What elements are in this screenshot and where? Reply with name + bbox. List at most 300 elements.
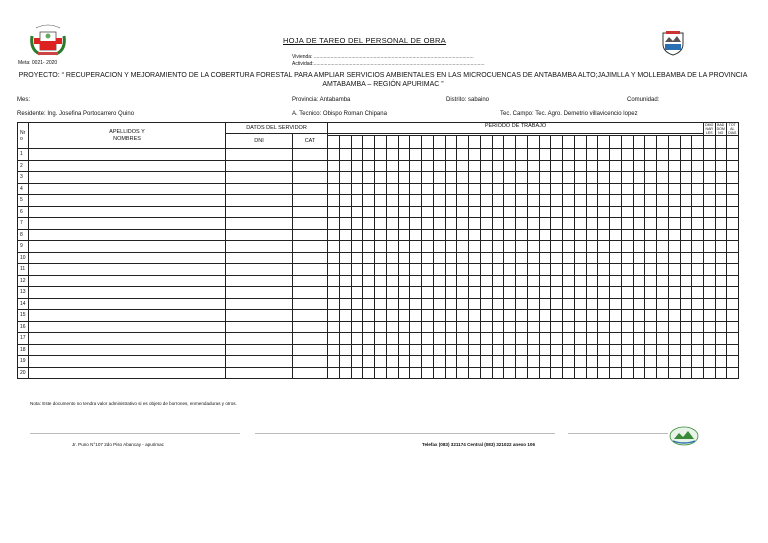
table-cell [621, 367, 633, 379]
footer-address: Jr. Puno N°107 2do Piso Abancay - apurimac [72, 442, 164, 447]
table-cell [551, 172, 563, 184]
table-cell [433, 344, 445, 356]
table-cell [410, 172, 422, 184]
table-cell [422, 252, 434, 264]
table-cell [610, 287, 622, 299]
table-cell [551, 310, 563, 322]
table-cell [727, 172, 739, 184]
distrito-label: Distrito: sabaino [446, 97, 490, 103]
table-cell [692, 298, 704, 310]
table-cell [621, 252, 633, 264]
table-cell [586, 229, 598, 241]
table-cell [328, 160, 340, 172]
table-cell [621, 229, 633, 241]
table-cell [633, 321, 645, 333]
table-cell [445, 229, 457, 241]
table-cell [445, 356, 457, 368]
table-cell [539, 160, 551, 172]
periodo-trabajo-text: PERIODO DE TRABAJO [484, 123, 547, 129]
table-cell [657, 241, 669, 253]
table-cell [422, 172, 434, 184]
table-cell [704, 333, 716, 345]
table-cell [516, 356, 528, 368]
table-cell [715, 149, 727, 161]
table-cell [433, 218, 445, 230]
table-cell [516, 218, 528, 230]
footnote: Nota: Este documento no tendra valor administrativo si es objeto de borrones, enmendaduras y otros. [30, 401, 237, 406]
table-cell [668, 160, 680, 172]
table-cell [226, 149, 293, 161]
table-cell [680, 321, 692, 333]
table-cell [363, 229, 375, 241]
table-cell [610, 206, 622, 218]
table-cell [668, 252, 680, 264]
table-cell [527, 252, 539, 264]
table-row [18, 195, 739, 207]
table-cell [504, 160, 516, 172]
row-number: 17 [18, 333, 29, 345]
table-cell [469, 298, 481, 310]
table-cell [351, 356, 363, 368]
table-cell [398, 172, 410, 184]
table-cell [668, 356, 680, 368]
table-cell [598, 275, 610, 287]
table-cell [574, 229, 586, 241]
table-cell [539, 149, 551, 161]
table-cell [704, 310, 716, 322]
table-cell [398, 229, 410, 241]
table-cell [226, 229, 293, 241]
table-cell [492, 218, 504, 230]
table-cell [527, 333, 539, 345]
table-cell [727, 298, 739, 310]
table-cell [586, 356, 598, 368]
table-cell [398, 287, 410, 299]
table-cell [445, 195, 457, 207]
table-cell [504, 310, 516, 322]
table-cell [633, 195, 645, 207]
day-header-cell [386, 136, 398, 149]
table-cell [586, 218, 598, 230]
table-cell [363, 252, 375, 264]
table-cell [339, 264, 351, 276]
table-cell [692, 149, 704, 161]
table-cell [516, 183, 528, 195]
row-number: 2 [18, 160, 29, 172]
table-cell [29, 229, 226, 241]
table-cell [398, 241, 410, 253]
table-cell [504, 218, 516, 230]
table-cell [645, 344, 657, 356]
table-cell [469, 195, 481, 207]
day-header-cell [410, 136, 422, 149]
table-cell [433, 310, 445, 322]
table-cell [668, 344, 680, 356]
row-number: 11 [18, 264, 29, 276]
table-cell [645, 333, 657, 345]
table-cell [727, 275, 739, 287]
table-cell [386, 160, 398, 172]
col-c-header [727, 123, 739, 136]
table-cell [386, 149, 398, 161]
table-cell [410, 195, 422, 207]
table-cell [422, 264, 434, 276]
table-cell [668, 264, 680, 276]
col-b-text: BAD DOM NG [716, 123, 725, 135]
table-cell [422, 195, 434, 207]
table-cell [598, 367, 610, 379]
day-header-cell [469, 136, 481, 149]
vivienda-field: Vivienda: ................................................................................................................... [292, 54, 474, 60]
table-cell [363, 275, 375, 287]
table-cell [516, 160, 528, 172]
table-cell [422, 344, 434, 356]
table-cell [492, 298, 504, 310]
table-cell [598, 241, 610, 253]
tecnico-label: A. Tecnico: Obispo Roman Chipana [292, 111, 387, 117]
table-cell [692, 264, 704, 276]
table-cell [469, 252, 481, 264]
table-cell [539, 206, 551, 218]
table-cell [433, 275, 445, 287]
table-row [18, 356, 739, 368]
table-cell [293, 160, 328, 172]
table-cell [469, 149, 481, 161]
table-cell [386, 275, 398, 287]
table-cell [621, 287, 633, 299]
table-cell [551, 333, 563, 345]
table-cell [539, 241, 551, 253]
table-cell [621, 241, 633, 253]
table-cell [657, 160, 669, 172]
table-cell [680, 298, 692, 310]
table-cell [704, 287, 716, 299]
table-cell [692, 367, 704, 379]
table-cell [328, 287, 340, 299]
table-cell [445, 218, 457, 230]
table-cell [574, 252, 586, 264]
table-cell [293, 241, 328, 253]
nro-header [18, 123, 29, 149]
table-cell [398, 160, 410, 172]
table-cell [563, 172, 575, 184]
table-cell [680, 229, 692, 241]
table-row [18, 229, 739, 241]
table-row [18, 183, 739, 195]
table-cell [516, 252, 528, 264]
table-cell [598, 287, 610, 299]
table-cell [598, 160, 610, 172]
table-cell [480, 160, 492, 172]
table-cell [328, 356, 340, 368]
table-cell [375, 367, 387, 379]
table-cell [375, 241, 387, 253]
table-cell [422, 241, 434, 253]
table-cell [551, 264, 563, 276]
table-cell [445, 287, 457, 299]
table-cell [29, 287, 226, 299]
table-cell [586, 195, 598, 207]
table-cell [527, 264, 539, 276]
footer-divider-1 [30, 433, 240, 434]
dni-header [226, 134, 293, 149]
table-cell [363, 367, 375, 379]
table-cell [704, 160, 716, 172]
table-cell [527, 287, 539, 299]
table-cell [692, 229, 704, 241]
table-cell [351, 275, 363, 287]
table-cell [339, 367, 351, 379]
table-cell [586, 160, 598, 172]
table-cell [433, 149, 445, 161]
table-cell [539, 287, 551, 299]
table-cell [668, 149, 680, 161]
table-cell [469, 241, 481, 253]
table-cell [704, 241, 716, 253]
table-cell [727, 287, 739, 299]
table-cell [645, 310, 657, 322]
table-cell [551, 241, 563, 253]
day-header-cell [551, 136, 563, 149]
table-cell [715, 356, 727, 368]
table-cell [363, 298, 375, 310]
table-cell [563, 356, 575, 368]
table-cell [704, 229, 716, 241]
table-cell [433, 252, 445, 264]
table-cell [351, 321, 363, 333]
table-cell [551, 275, 563, 287]
table-cell [386, 264, 398, 276]
tareo-table [17, 122, 739, 379]
table-cell [668, 172, 680, 184]
table-cell [504, 183, 516, 195]
table-cell [480, 367, 492, 379]
table-cell [527, 229, 539, 241]
table-cell [226, 206, 293, 218]
table-cell [621, 275, 633, 287]
table-cell [457, 321, 469, 333]
table-cell [715, 183, 727, 195]
table-cell [527, 275, 539, 287]
table-cell [469, 183, 481, 195]
table-row [18, 287, 739, 299]
table-cell [469, 206, 481, 218]
table-cell [375, 333, 387, 345]
table-cell [480, 333, 492, 345]
table-cell [457, 310, 469, 322]
table-cell [328, 218, 340, 230]
table-cell [598, 264, 610, 276]
table-cell [351, 310, 363, 322]
table-cell [668, 241, 680, 253]
table-cell [351, 333, 363, 345]
day-header-cell [351, 136, 363, 149]
table-cell [492, 229, 504, 241]
table-cell [410, 183, 422, 195]
tec-campo-label: Tec. Campo: Tec. Agro. Demetrio villavicencio lopez [500, 111, 638, 117]
table-cell [680, 195, 692, 207]
table-cell [551, 367, 563, 379]
table-cell [386, 241, 398, 253]
table-cell [363, 287, 375, 299]
table-cell [727, 195, 739, 207]
table-cell [351, 252, 363, 264]
footer-phone: Telefax (083) 321174 Central (083) 321022 anexo 106 [422, 442, 536, 447]
table-cell [375, 160, 387, 172]
table-cell [645, 275, 657, 287]
table-cell [445, 264, 457, 276]
table-cell [226, 183, 293, 195]
meta-label: Meta: 0021- 2020 [18, 60, 58, 66]
table-cell [410, 298, 422, 310]
table-cell [328, 229, 340, 241]
table-cell [457, 264, 469, 276]
table-cell [422, 321, 434, 333]
table-cell [563, 367, 575, 379]
day-header-cell [539, 136, 551, 149]
table-cell [363, 195, 375, 207]
table-cell [433, 241, 445, 253]
table-cell [398, 321, 410, 333]
table-cell [668, 183, 680, 195]
table-cell [668, 298, 680, 310]
table-cell [433, 298, 445, 310]
table-cell [29, 241, 226, 253]
table-cell [621, 195, 633, 207]
table-cell [715, 298, 727, 310]
table-cell [339, 356, 351, 368]
table-cell [586, 206, 598, 218]
table-cell [422, 298, 434, 310]
col-b-header [715, 123, 727, 136]
table-cell [704, 183, 716, 195]
table-cell [610, 172, 622, 184]
table-cell [457, 298, 469, 310]
table-cell [539, 252, 551, 264]
day-header-cell [445, 136, 457, 149]
table-cell [598, 172, 610, 184]
table-cell [692, 206, 704, 218]
table-cell [704, 321, 716, 333]
table-cell [633, 287, 645, 299]
table-cell [527, 298, 539, 310]
table-cell [480, 241, 492, 253]
table-cell [492, 310, 504, 322]
table-cell [339, 287, 351, 299]
table-cell [633, 298, 645, 310]
table-cell [504, 356, 516, 368]
table-cell [645, 264, 657, 276]
table-cell [516, 149, 528, 161]
summary-header-cell [704, 136, 716, 149]
table-cell [680, 252, 692, 264]
table-cell [445, 252, 457, 264]
day-header-cell [339, 136, 351, 149]
table-cell [445, 160, 457, 172]
table-cell [586, 321, 598, 333]
table-cell [226, 367, 293, 379]
table-cell [657, 321, 669, 333]
table-cell [328, 264, 340, 276]
row-number: 12 [18, 275, 29, 287]
table-cell [375, 229, 387, 241]
table-cell [375, 275, 387, 287]
cat-header-text: CAT [304, 138, 316, 144]
table-cell [445, 367, 457, 379]
table-cell [539, 229, 551, 241]
table-cell [657, 252, 669, 264]
table-cell [704, 264, 716, 276]
table-cell [226, 218, 293, 230]
table-cell [692, 344, 704, 356]
table-cell [363, 333, 375, 345]
table-cell [386, 298, 398, 310]
table-cell [339, 252, 351, 264]
table-cell [386, 183, 398, 195]
table-cell [480, 321, 492, 333]
table-cell [328, 344, 340, 356]
table-cell [339, 241, 351, 253]
table-row [18, 149, 739, 161]
table-cell [504, 241, 516, 253]
day-header-cell [504, 136, 516, 149]
table-cell [226, 195, 293, 207]
table-cell [563, 229, 575, 241]
table-cell [692, 287, 704, 299]
day-header-cell [668, 136, 680, 149]
table-cell [516, 195, 528, 207]
table-cell [574, 287, 586, 299]
table-row [18, 206, 739, 218]
row-number: 8 [18, 229, 29, 241]
table-cell [469, 344, 481, 356]
table-cell [715, 160, 727, 172]
table-cell [445, 321, 457, 333]
table-cell [398, 367, 410, 379]
table-cell [539, 275, 551, 287]
table-cell [492, 206, 504, 218]
table-cell [339, 206, 351, 218]
table-cell [457, 344, 469, 356]
table-cell [715, 344, 727, 356]
table-cell [598, 333, 610, 345]
table-cell [715, 310, 727, 322]
table-cell [563, 321, 575, 333]
table-cell [645, 367, 657, 379]
table-cell [610, 252, 622, 264]
table-cell [668, 206, 680, 218]
table-cell [457, 218, 469, 230]
table-cell [680, 160, 692, 172]
datos-servidor-header [226, 123, 328, 134]
table-cell [328, 252, 340, 264]
table-cell [351, 344, 363, 356]
table-cell [704, 172, 716, 184]
table-cell [657, 344, 669, 356]
table-cell [715, 367, 727, 379]
table-cell [492, 287, 504, 299]
table-cell [410, 310, 422, 322]
table-cell [422, 183, 434, 195]
table-cell [351, 172, 363, 184]
table-cell [410, 160, 422, 172]
table-cell [610, 195, 622, 207]
table-cell [492, 264, 504, 276]
table-cell [351, 287, 363, 299]
table-cell [29, 321, 226, 333]
day-header-cell [645, 136, 657, 149]
day-header-cell [433, 136, 445, 149]
